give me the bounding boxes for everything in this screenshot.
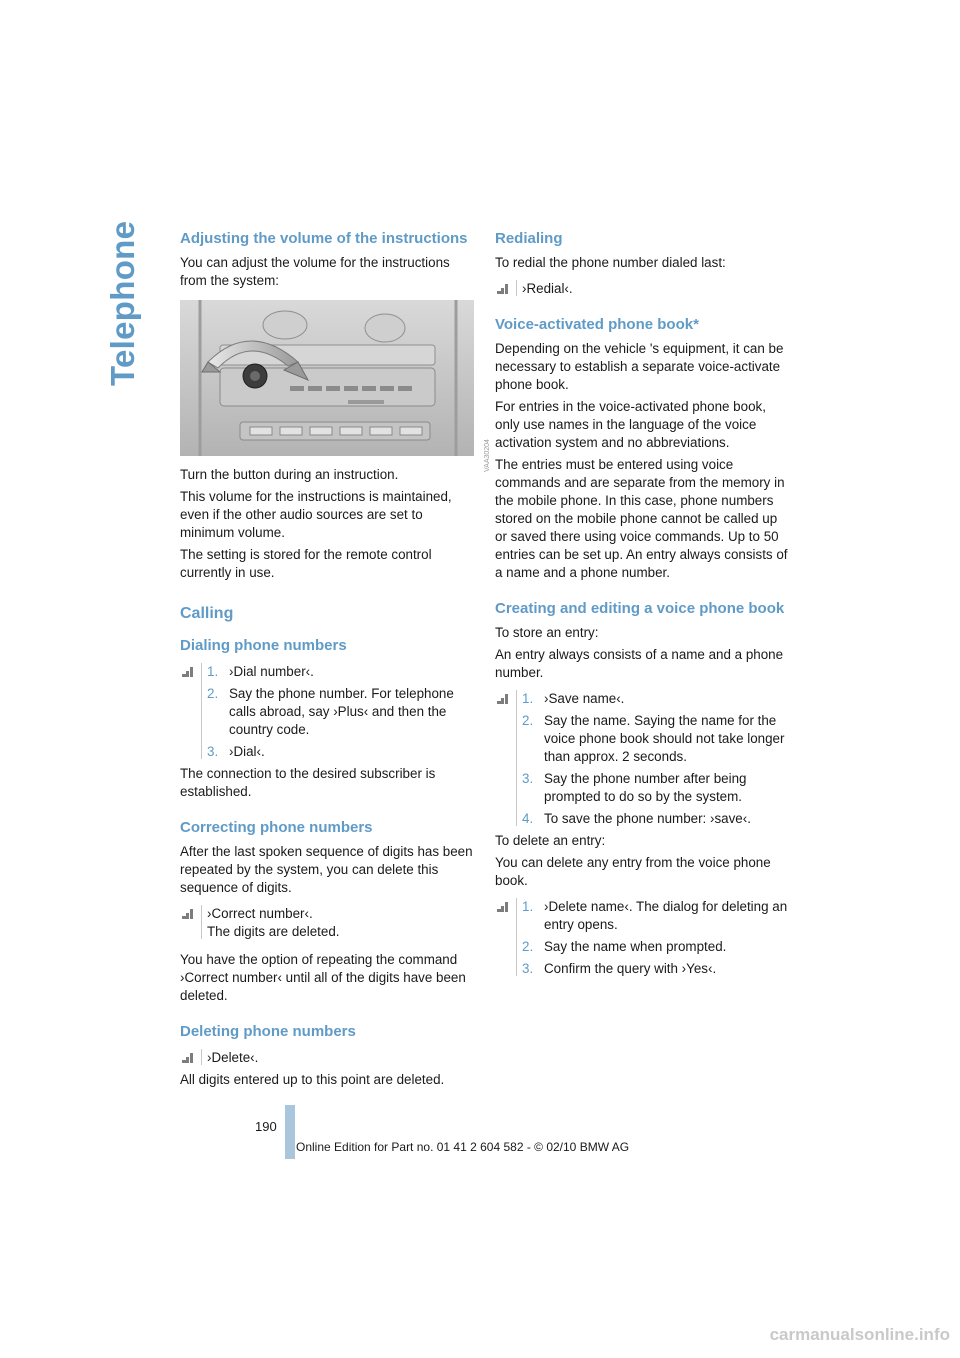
deleting-heading: Deleting phone numbers <box>180 1023 356 1040</box>
correct-result: The digits are deleted. <box>207 924 340 939</box>
voice-command-icon <box>180 907 196 921</box>
redial-command: ›Redial‹. <box>522 281 573 296</box>
redial-intro: To redial the phone number dialed last: <box>495 255 726 270</box>
footer-bar <box>285 1105 295 1159</box>
dialing-heading: Dialing phone numbers <box>180 637 347 654</box>
delete-steps <box>495 898 790 978</box>
redial-command-block <box>495 280 790 298</box>
list-item: 1. ›Save name‹. <box>522 691 625 706</box>
correcting-heading: Correcting phone numbers <box>180 819 373 836</box>
figure-code: VAA30204 <box>484 439 491 472</box>
setting-stored-text: The setting is stored for the remote control currently in use. <box>180 547 432 580</box>
voice-command-icon <box>495 692 511 706</box>
voice-command-icon <box>180 665 196 679</box>
list-item: 1. ›Dial number‹. <box>207 664 314 679</box>
voice-book-p1: Depending on the vehicle 's equipment, it can be necessary to establish a separate voice-activate phone book. <box>495 341 784 392</box>
delete-intro: To delete an entry: <box>495 833 606 848</box>
footer-text: Online Edition for Part no. 01 41 2 604 582 - © 02/10 BMW AG <box>296 1140 630 1154</box>
turn-button-text: Turn the button during an instruction. <box>180 467 399 482</box>
dialing-steps <box>180 663 478 761</box>
delete-command: ›Delete‹. <box>207 1050 259 1065</box>
section-title: Telephone <box>104 220 141 386</box>
all-deleted-text: All digits entered up to this point are deleted. <box>180 1072 445 1087</box>
creating-heading: Creating and editing a voice phone book <box>495 600 785 617</box>
correct-command: ›Correct number‹. <box>207 906 313 921</box>
voice-book-p3: The entries must be entered using voice commands and are separate from the memory in the mobile phone. In this case, phone numbers stored on the mobile phone cannot be called up or saved there using voice commands. Up to 50 entries can be set up. An entry always consists of a name and a phone number. <box>495 457 788 580</box>
repeat-text: You have the option of repeating the command ›Correct number‹ until all of the digits have been deleted. <box>180 952 466 1003</box>
list-item: 3. Say the phone number after being prompted to do so by the system. <box>522 771 747 804</box>
entry-consists: An entry always consists of a name and a phone number. <box>495 647 784 680</box>
control-panel-illustration <box>180 300 474 456</box>
list-item: 4. To save the phone number: ›save‹. <box>522 811 751 826</box>
delete-command-block <box>180 1049 478 1067</box>
list-item: 3. ›Dial‹. <box>207 744 265 759</box>
list-item: 2. Say the phone number. For telephone calls abroad, say ›Plus‹ and then the country code. <box>207 686 454 737</box>
list-item: 2. Say the name. Saying the name for the voice phone book should not take longer than approx. 2 seconds. <box>522 713 785 764</box>
control-panel-photo <box>180 300 474 456</box>
list-item: 3. Confirm the query with ›Yes‹. <box>522 961 717 976</box>
redialing-heading: Redialing <box>495 230 563 247</box>
connection-text: The connection to the desired subscriber is established. <box>180 766 436 799</box>
left-column <box>180 230 478 1089</box>
voice-command-icon <box>180 1051 196 1065</box>
volume-maintained-text: This volume for the instructions is maintained, even if the other audio sources are set to minimum volume. <box>180 489 452 540</box>
voice-command-icon <box>495 900 511 914</box>
right-column <box>495 230 790 982</box>
list-item: 1. ›Delete name‹. The dialog for deleting an entry opens. <box>522 899 788 932</box>
volume-heading: Adjusting the volume of the instructions <box>180 230 468 247</box>
store-intro: To store an entry: <box>495 625 599 640</box>
page-number: 190 <box>255 1119 277 1134</box>
volume-intro: You can adjust the volume for the instructions from the system: <box>180 255 450 288</box>
voice-book-p2: For entries in the voice-activated phone book, only use names in the language of the voice activation system and no abbreviations. <box>495 399 766 450</box>
voice-book-heading: Voice-activated phone book* <box>495 316 699 333</box>
calling-heading: Calling <box>180 605 234 622</box>
correct-command-block <box>180 905 478 941</box>
list-item: 2. Say the name when prompted. <box>522 939 727 954</box>
watermark: carmanualsonline.info <box>769 1325 950 1344</box>
delete-any: You can delete any entry from the voice phone book. <box>495 855 771 888</box>
voice-command-icon <box>495 282 511 296</box>
correcting-intro: After the last spoken sequence of digits has been repeated by the system, you can delete this sequence of digits. <box>180 844 473 895</box>
store-steps <box>495 690 790 828</box>
